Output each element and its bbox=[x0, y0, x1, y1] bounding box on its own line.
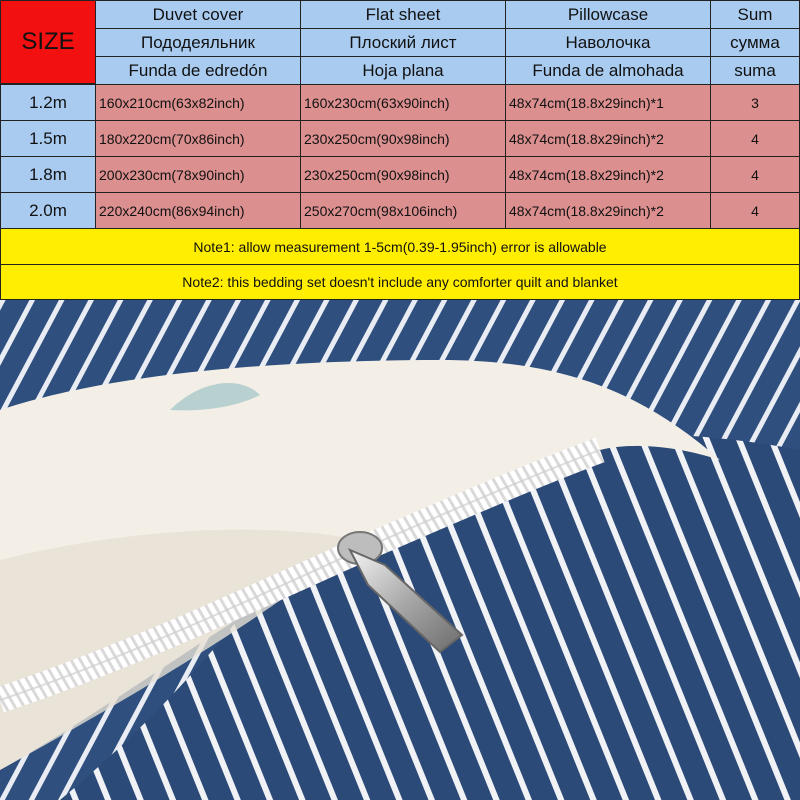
cell-sum: 3 bbox=[710, 84, 800, 121]
col-header-sum-ru: сумма bbox=[710, 28, 800, 57]
cell-pillow: 48x74cm(18.8x29inch)*2 bbox=[505, 156, 711, 193]
cell-sheet: 230x250cm(90x98inch) bbox=[300, 156, 506, 193]
row-size-label: 1.5m bbox=[0, 120, 96, 157]
col-header-pillow-ru: Наволочка bbox=[505, 28, 711, 57]
fabric-illustration bbox=[0, 300, 800, 800]
row-size-label: 1.2m bbox=[0, 84, 96, 121]
product-photo-zipper-closeup bbox=[0, 300, 800, 800]
size-chart-table bbox=[0, 0, 800, 300]
cell-sum: 4 bbox=[710, 156, 800, 193]
size-header: SIZE bbox=[0, 0, 96, 84]
cell-sum: 4 bbox=[710, 192, 800, 229]
col-header-pillow-es: Funda de almohada bbox=[505, 56, 711, 85]
cell-duvet: 160x210cm(63x82inch) bbox=[95, 84, 301, 121]
col-header-duvet-ru: Пододеяльник bbox=[95, 28, 301, 57]
cell-pillow: 48x74cm(18.8x29inch)*2 bbox=[505, 120, 711, 157]
col-header-sheet-ru: Плоский лист bbox=[300, 28, 506, 57]
cell-sheet: 230x250cm(90x98inch) bbox=[300, 120, 506, 157]
col-header-sum-es: suma bbox=[710, 56, 800, 85]
col-header-sheet-en: Flat sheet bbox=[300, 0, 506, 29]
note-1: Note1: allow measurement 1-5cm(0.39-1.95inch) error is allowable bbox=[0, 228, 800, 265]
cell-sheet: 250x270cm(98x106inch) bbox=[300, 192, 506, 229]
cell-sum: 4 bbox=[710, 120, 800, 157]
col-header-pillow-en: Pillowcase bbox=[505, 0, 711, 29]
col-header-sheet-es: Hoja plana bbox=[300, 56, 506, 85]
cell-duvet: 200x230cm(78x90inch) bbox=[95, 156, 301, 193]
cell-pillow: 48x74cm(18.8x29inch)*1 bbox=[505, 84, 711, 121]
note-2: Note2: this bedding set doesn't include any comforter quilt and blanket bbox=[0, 264, 800, 300]
cell-duvet: 180x220cm(70x86inch) bbox=[95, 120, 301, 157]
cell-duvet: 220x240cm(86x94inch) bbox=[95, 192, 301, 229]
col-header-sum-en: Sum bbox=[710, 0, 800, 29]
cell-sheet: 160x230cm(63x90inch) bbox=[300, 84, 506, 121]
cell-pillow: 48x74cm(18.8x29inch)*2 bbox=[505, 192, 711, 229]
col-header-duvet-en: Duvet cover bbox=[95, 0, 301, 29]
col-header-duvet-es: Funda de edredón bbox=[95, 56, 301, 85]
row-size-label: 2.0m bbox=[0, 192, 96, 229]
row-size-label: 1.8m bbox=[0, 156, 96, 193]
